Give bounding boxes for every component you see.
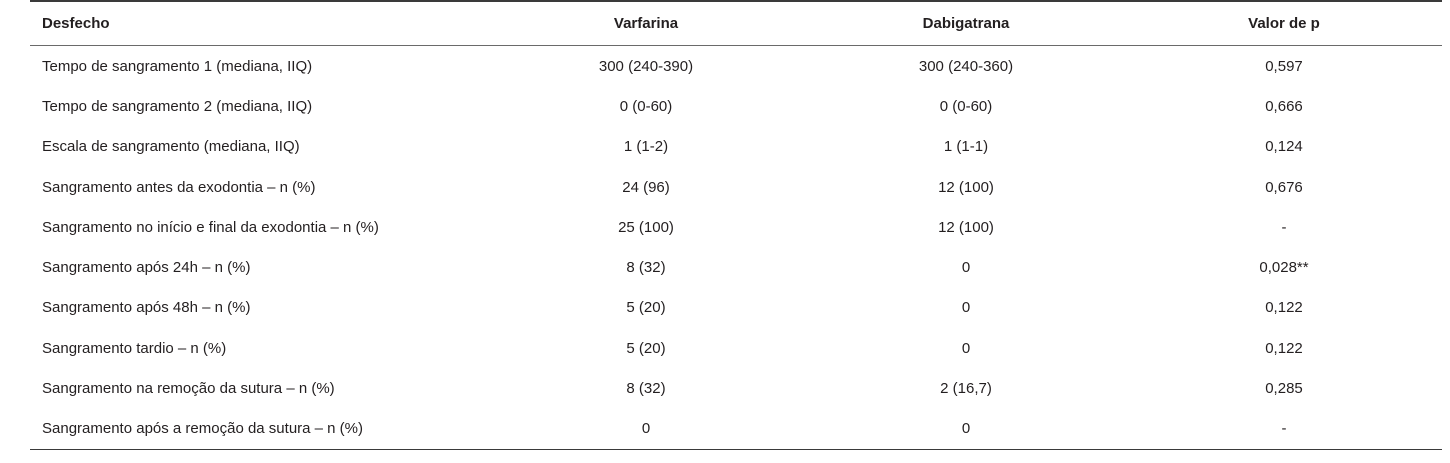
table-row: [30, 127, 1442, 167]
cell-outcome: Sangramento na remoção da sutura – n (%): [42, 380, 335, 398]
table-row: [30, 46, 1442, 87]
cell-p-value: 0,597: [1265, 57, 1303, 75]
cell-p-value: 0,122: [1265, 299, 1303, 317]
cell-p-value: 0,124: [1265, 138, 1303, 156]
cell-p-value: 0,285: [1265, 380, 1303, 398]
table-row: [30, 328, 1442, 368]
cell-dabigatran: 0: [961, 299, 971, 317]
cell-dabigatran: 2 (16,7): [940, 380, 992, 398]
cell-outcome: Sangramento antes da exodontia – n (%): [42, 178, 316, 196]
table-row: [30, 86, 1442, 126]
table-row: [30, 409, 1442, 450]
cell-warfarin: 8 (32): [626, 259, 666, 277]
cell-dabigatran: 0: [806, 409, 1126, 450]
header-outcome: Desfecho: [30, 1, 486, 46]
table-row: [30, 207, 1442, 247]
cell-p-value: 0,666: [1265, 97, 1303, 115]
header-row: [30, 1, 1442, 46]
cell-p-value: 0,028**: [1259, 259, 1309, 277]
cell-p-value: -: [1126, 409, 1442, 450]
cell-outcome: Sangramento no início e final da exodontia – n (%): [42, 218, 379, 236]
table-header: [30, 1, 1442, 46]
cell-dabigatran: 300 (240-360): [918, 57, 1014, 75]
cell-dabigatran: 1 (1-1): [943, 138, 989, 156]
cell-warfarin: 300 (240-390): [598, 57, 694, 75]
cell-outcome: Sangramento após 48h – n (%): [42, 299, 251, 317]
cell-dabigatran: 0: [961, 339, 971, 357]
cell-dabigatran: 12 (100): [938, 178, 994, 196]
header-warfarin: Varfarina: [486, 1, 806, 46]
cell-warfarin: 8 (32): [626, 380, 666, 398]
cell-outcome: Sangramento após 24h – n (%): [42, 259, 251, 277]
cell-warfarin: 24 (96): [622, 178, 670, 196]
cell-warfarin: 5 (20): [626, 339, 666, 357]
cell-p-value: -: [1281, 218, 1287, 236]
table-row: [30, 368, 1442, 408]
cell-dabigatran: 0 (0-60): [939, 97, 993, 115]
results-table: [30, 0, 1442, 450]
table-row: [30, 167, 1442, 207]
table-body: [30, 46, 1442, 450]
header-dabigatran: Dabigatrana: [806, 1, 1126, 46]
table-row: [30, 247, 1442, 287]
results-table-container: [30, 0, 1442, 450]
cell-outcome: Sangramento tardio – n (%): [42, 339, 227, 357]
cell-dabigatran: 0: [961, 259, 971, 277]
cell-warfarin: 5 (20): [626, 299, 666, 317]
header-p-value: Valor de p: [1126, 1, 1442, 46]
cell-outcome: Tempo de sangramento 1 (mediana, IIQ): [42, 57, 313, 75]
cell-p-value: 0,676: [1265, 178, 1303, 196]
table-row: [30, 288, 1442, 328]
cell-warfarin: 25 (100): [618, 218, 674, 236]
cell-warfarin: 0 (0-60): [619, 97, 673, 115]
cell-warfarin: 0: [486, 409, 806, 450]
cell-dabigatran: 12 (100): [938, 218, 994, 236]
cell-warfarin: 1 (1-2): [623, 138, 669, 156]
cell-outcome: Escala de sangramento (mediana, IIQ): [42, 138, 300, 156]
cell-outcome: Sangramento após a remoção da sutura – n (%): [30, 409, 486, 450]
cell-p-value: 0,122: [1265, 339, 1303, 357]
cell-outcome: Tempo de sangramento 2 (mediana, IIQ): [42, 97, 313, 115]
